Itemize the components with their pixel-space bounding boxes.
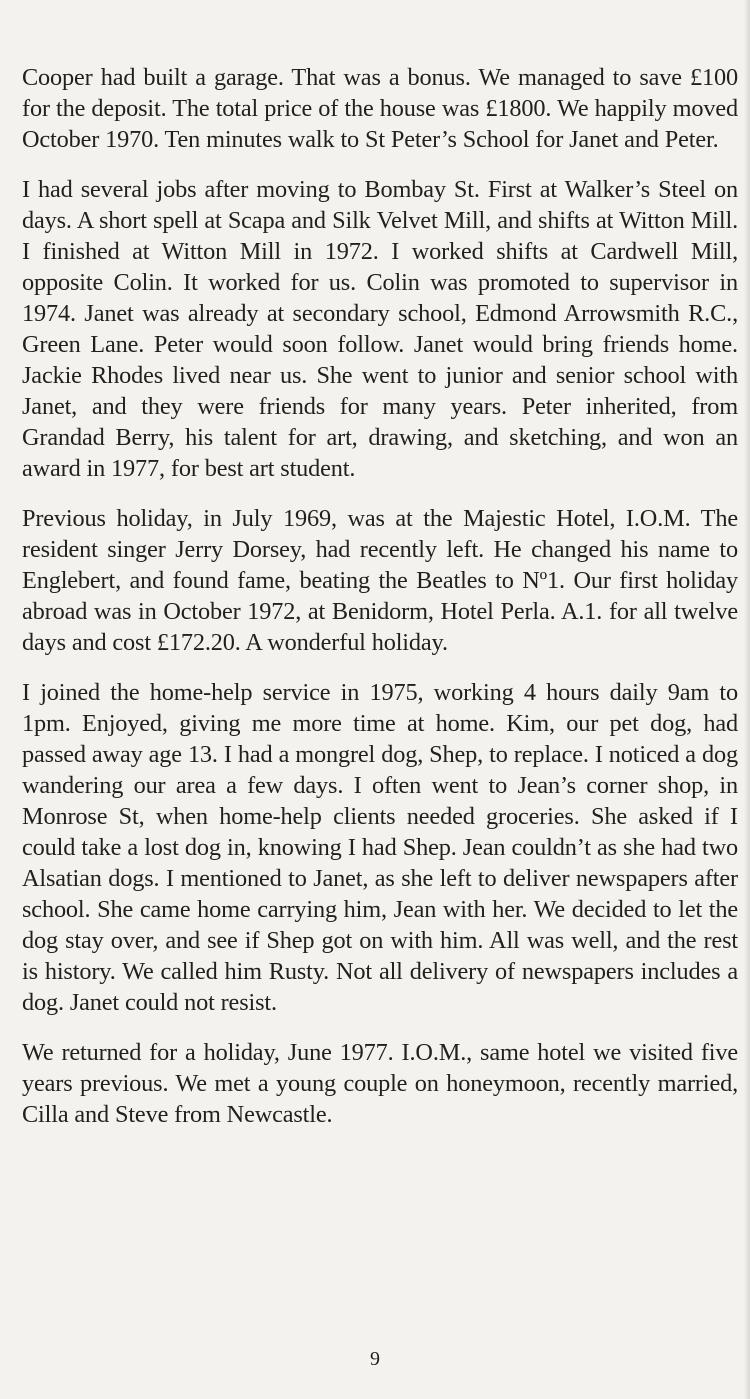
paragraph-4: I joined the home-help service in 1975, working 4 hours daily 9am to 1pm. Enjoyed, giving me more time at home. Kim, our pet dog, had passed away age 13. I had a mongrel dog, Shep, to replace. I noticed a dog wandering our area a few days. I often went to Jean’s corner shop, in Monrose St, when home-help clients needed groceries. She asked if I could take a lost dog in, knowing I had Shep. Jean couldn’t as she had two Alsatian dogs. I mentioned to Janet, as she left to deliver newspapers after school. She came home carrying him, Jean with her. We decided to let the dog stay over, and see if Shep got on with him. All was well, and the rest is history. We called him Rusty. Not all delivery of newspapers includes a dog. Janet could not resist. xyxy=(22,679,738,1016)
paragraph-5: We returned for a holiday, June 1977. I.O.M., same hotel we visited five years previous. We met a young couple on honeymoon, recently married, Cilla and Steve from Newcastle. xyxy=(22,1039,738,1128)
paragraph-1: Cooper had built a garage. That was a bonus. We managed to save £100 for the deposit. The total price of the house was £1800. We happily moved October 1970. Ten minutes walk to St Peter’s School for Janet and Peter. xyxy=(22,64,738,153)
page-body xyxy=(22,62,738,1149)
paragraph-3: Previous holiday, in July 1969, was at the Majestic Hotel, I.O.M. The resident singer Jerry Dorsey, had recently left. He changed his name to Englebert, and found fame, beating the Beatles to Nº1. Our first holiday abroad was in October 1972, at Benidorm, Hotel Perla. A.1. for all twelve days and cost £172.20. A wonderful holiday. xyxy=(22,505,738,656)
page-edge-shadow xyxy=(744,0,750,1399)
page-number: 9 xyxy=(370,1348,380,1370)
paragraph-2: I had several jobs after moving to Bombay St. First at Walker’s Steel on days. A short spell at Scapa and Silk Velvet Mill, and shifts at Witton Mill. I finished at Witton Mill in 1972. I worked shifts at Cardwell Mill, opposite Colin. It worked for us. Colin was promoted to supervisor in 1974. Janet was already at secondary school, Edmond Arrowsmith R.C., Green Lane. Peter would soon follow. Janet would bring friends home. Jackie Rhodes lived near us. She went to junior and senior school with Janet, and they were friends for many years. Peter inherited, from Grandad Berry, his talent for art, drawing, and sketching, and won an award in 1977, for best art student. xyxy=(22,176,738,482)
